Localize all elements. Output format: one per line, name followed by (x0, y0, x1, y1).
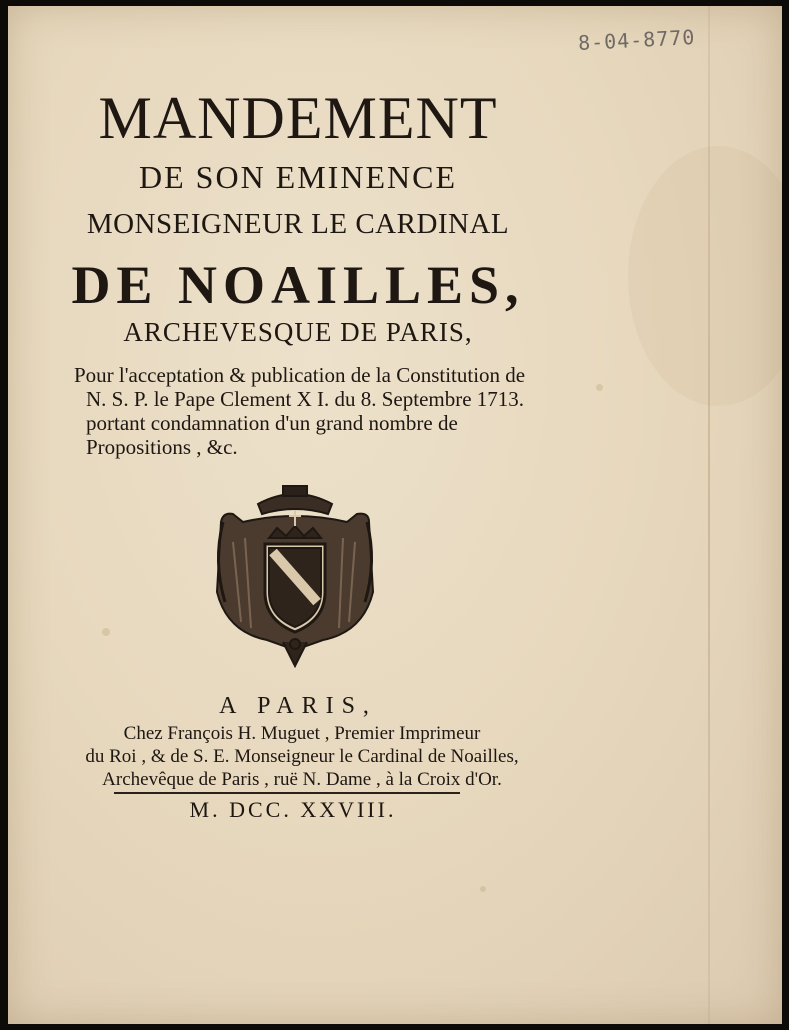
imprint-city: A PARIS, (219, 693, 377, 719)
paper-stain (628, 146, 782, 406)
imprint-divider (114, 792, 460, 794)
cardinal-coat-of-arms-icon (203, 482, 387, 668)
paper-stain (480, 886, 486, 892)
title-line-cardinal: MONSEIGNEUR LE CARDINAL (86, 208, 510, 240)
shelfmark-annotation: 8-04-8770 (577, 24, 696, 56)
imprint-line: Chez François H. Muguet , Premier Imprimeur (123, 723, 481, 744)
document-page (8, 6, 782, 1024)
subtitle-line: Pour l'acceptation & publication de la Constitution de (74, 363, 526, 387)
subtitle-line: Propositions , &c. (86, 435, 238, 459)
title-line-archevesque: ARCHEVESQUE DE PARIS, (123, 317, 473, 347)
subtitle-line: portant condamnation d'un grand nombre de (86, 411, 458, 435)
paper-stain (596, 384, 603, 391)
title-line-eminence: DE SON EMINENCE (139, 159, 457, 195)
imprint-line: du Roi , & de S. E. Monseigneur le Cardinal de Noailles, (85, 746, 519, 767)
paper-stain (102, 628, 110, 636)
imprint-block (52, 722, 552, 791)
publication-date: M. DCC. XXVIII. (189, 797, 397, 822)
imprint-line: Archevêque de Paris , ruë N. Dame , à la Croix d'Or. (102, 769, 502, 790)
title-line-noailles: DE NOAILLES, (71, 255, 525, 315)
title-line-mandement: MANDEMENT (98, 85, 498, 151)
subtitle-block (74, 363, 534, 459)
subtitle-line: N. S. P. le Pape Clement X I. du 8. Septembre 1713. (86, 387, 525, 411)
